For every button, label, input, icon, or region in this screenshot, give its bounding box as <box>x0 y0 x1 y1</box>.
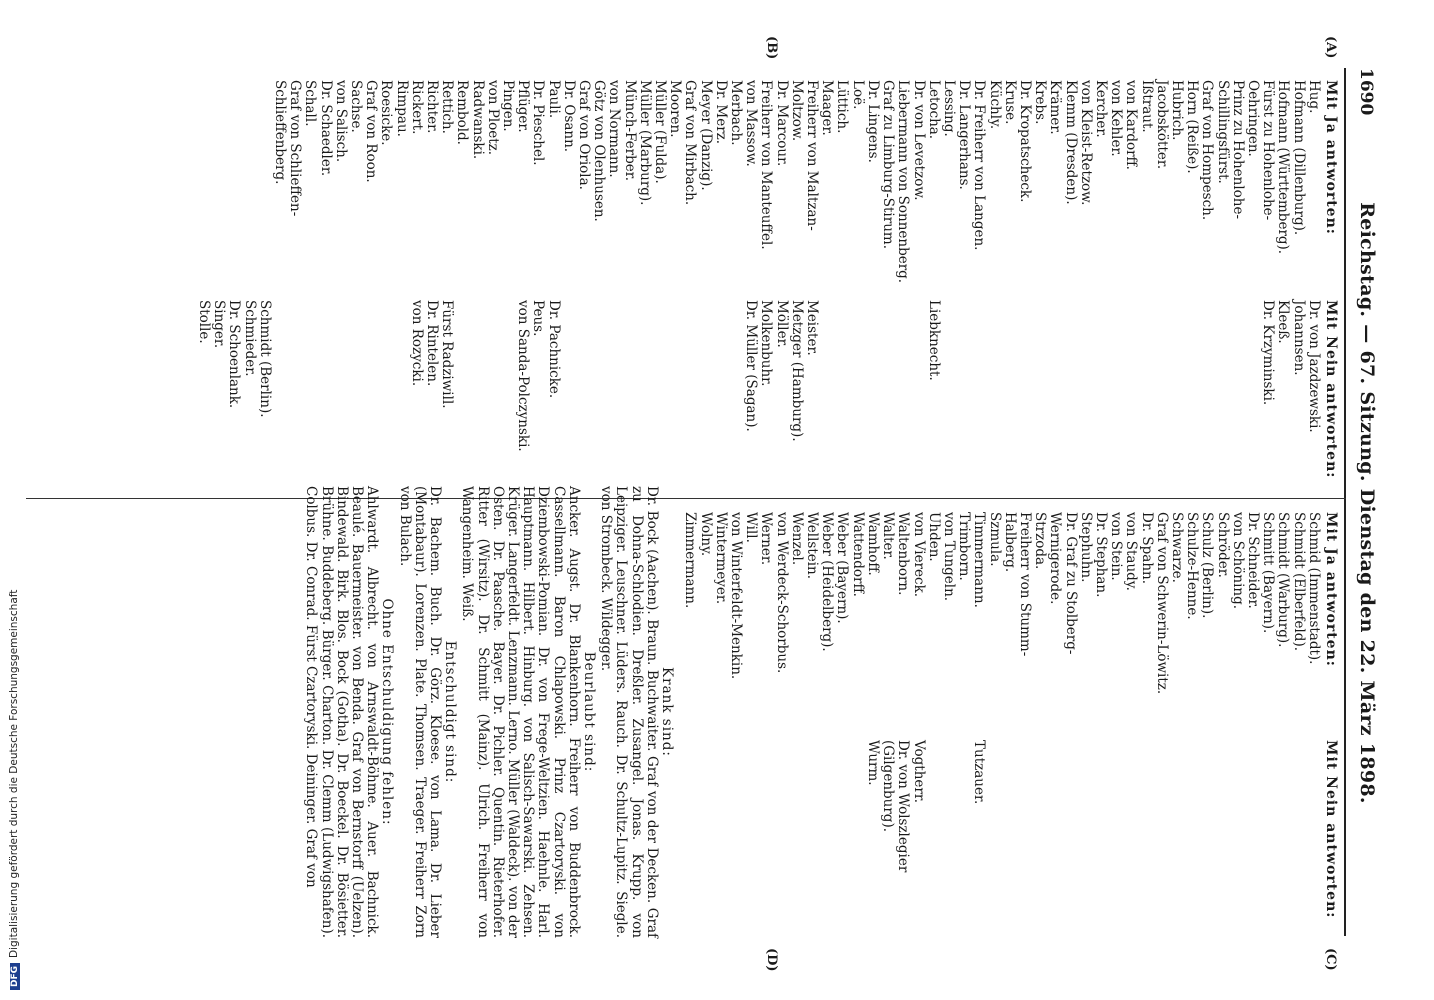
right-yes-name: Uhden. <box>925 512 942 562</box>
left-yes-name: Pflüger. <box>515 80 532 133</box>
left-yes-name: Graf von Oriola. <box>576 80 593 190</box>
left-no-name <box>1062 300 1077 490</box>
right-no-name <box>1290 740 1305 940</box>
left-yes-name: Dr. Pieschel. <box>530 80 547 166</box>
right-yes-name: Szmula. <box>986 512 1003 567</box>
left-no-name <box>1047 300 1062 490</box>
left-yes-name: Freiherr von Manteuffel. <box>758 80 775 250</box>
left-yes-name: Ißtraut. <box>1138 80 1155 133</box>
left-no-name: Dr. Pachnicke. <box>545 300 562 399</box>
left-no-name <box>393 300 408 490</box>
left-yes-name: Graf von Roon. <box>363 80 380 183</box>
left-yes-name: Merbach. <box>728 80 745 146</box>
right-yes-name: Wintermeyer. <box>712 512 729 605</box>
left-yes-name: Dr. Schaedler. <box>317 80 334 177</box>
right-yes-name: von Schöning. <box>1229 512 1246 610</box>
right-no-name: Wurm. <box>864 740 881 786</box>
right-yes-name: Schulz (Berlin). <box>1199 512 1216 619</box>
left-no-name <box>317 300 332 490</box>
left-yes-name: Moltzow. <box>788 80 805 142</box>
left-no-name <box>606 300 621 490</box>
right-no-name <box>1306 740 1321 940</box>
left-yes-name: von Kardorff. <box>1123 80 1140 170</box>
left-yes-name: Dr. Freiherr von Langen. <box>971 80 988 251</box>
right-no-name: Tutzauer. <box>971 740 988 805</box>
right-yes-name: Wernigerode. <box>1047 512 1064 605</box>
left-yes-name: Oehringen. <box>1244 80 1261 157</box>
left-no-name <box>378 300 393 490</box>
right-no-name <box>1108 740 1123 940</box>
left-yes-name: von Salisch. <box>332 80 349 163</box>
left-yes-name: Prinz zu Hohenlohe- <box>1229 80 1246 220</box>
right-no-name <box>1214 740 1229 940</box>
right-no-name <box>1078 740 1093 940</box>
right-no-name <box>986 740 1001 940</box>
left-no-name <box>500 300 515 490</box>
right-no-name <box>1169 740 1184 940</box>
right-no-list <box>865 740 1321 940</box>
right-yes-name: Schmitt (Bayern). <box>1260 512 1277 634</box>
right-yes-name: Schmidt (Warburg). <box>1275 512 1292 648</box>
right-no-name <box>1093 740 1108 940</box>
left-yes-name: Radwanski. <box>469 80 486 160</box>
left-no-name: Fürst Radziwill. <box>439 300 456 409</box>
right-no-name <box>1230 740 1245 940</box>
left-no-name <box>621 300 636 490</box>
right-no-name <box>1002 740 1017 940</box>
page-title: Reichstag. — 67. Sitzung. Dienstag den 22. März 1898. <box>1356 202 1378 804</box>
left-yes-name: Pauli. <box>545 80 562 119</box>
right-no-name: Dr. von Wolszlegier <box>895 740 912 873</box>
right-yes-name: von Staudy. <box>1123 512 1140 591</box>
left-yes-name: Müller (Marburg). <box>636 80 653 206</box>
right-no-name <box>1032 740 1047 940</box>
left-no-name <box>1169 300 1184 490</box>
left-no-name: Schmieder. <box>241 300 258 377</box>
left-yes-name: Horn (Reiße). <box>1184 80 1201 174</box>
left-yes-list <box>272 80 1321 290</box>
left-no-name: Dr. Krzyminski. <box>1260 300 1277 406</box>
left-no-name <box>363 300 378 490</box>
right-yes-name: Dr. Graf zu Stolberg- <box>1062 512 1079 655</box>
left-yes-name: Küchly. <box>986 80 1003 130</box>
right-yes-name: Weber (Heidelberg). <box>819 512 836 652</box>
left-no-list <box>196 300 1321 490</box>
right-yes-name: Halberg. <box>1001 512 1018 573</box>
left-no-name <box>1199 300 1214 490</box>
left-no-name <box>971 300 986 490</box>
left-yes-name: Rembold. <box>454 80 471 145</box>
left-yes-name: Graf von Mirbach. <box>682 80 699 206</box>
left-yes-name: Krebs. <box>1032 80 1049 125</box>
right-yes-name: Weber (Bayern). <box>834 512 851 624</box>
right-yes-name: Wolny. <box>697 512 714 557</box>
right-no-name: (Gilgenburg). <box>880 740 897 833</box>
left-no-name <box>1230 300 1245 490</box>
digitization-note-text: Digitalisierung gefördert durch die Deutsche Forschungsgemeinschaft <box>8 589 20 958</box>
leave-list: Ancker. Augst. Dr. Blankenhorn. Freiherr von Buddenbrock. Cassellmann. Baron Chlapowski. Prinz Czartoryski. von Dziembowski-Pomian. Dr. von Frege-Weltzien. Haehnle. Harl. Hauptmann. Hilbert. Hinburg. von Salisch-Sawarski. Zehsen. Krüger. Langerfeldt. Lenzmann. Lerno. Müller (Waldeck). von der Osten. Dr. Paasche. Bayer. Dr. Pichler. Quentin. Rieterhofer. Ritter (Wirsitz). Dr. Schmitt (Mainz). Ulrich. Freiherr von Wangenheim. Weiß. <box>459 486 582 938</box>
sick-heading: Krank sind: <box>659 667 675 757</box>
absent-list: Ahlwardt. Albrecht. von Arnswaldt-Böhme. Auer. Bachnick. Beaulé. Bauermeister. von Benda. Graf von Bernstorff (Uelzen). Bindewald. Birk. Blos. Bock (Gotha). Dr. Boeckel. Dr. Bösietter. Brühne. Buddeberg. Bürger. Charton. Dr. Clemm (Ludwigshafen). Colbus. Dr. Conrad. Fürst Czartoryski. Deininger. Graf von <box>303 486 381 938</box>
left-no-name: Metzger (Hamburg). <box>788 300 805 442</box>
right-yes-name: Trimborn. <box>956 512 973 581</box>
right-no-column <box>865 740 1338 940</box>
left-no-name <box>348 300 363 490</box>
left-no-name <box>682 300 697 490</box>
left-no-name <box>637 300 652 490</box>
left-no-name: Möller. <box>773 300 790 348</box>
right-yes-name: Strzoda. <box>1032 512 1049 570</box>
left-no-name <box>834 300 849 490</box>
right-yes-name: Timmermann. <box>971 512 988 608</box>
left-yes-name: Liebermann von Sonnenberg. <box>895 80 912 284</box>
left-no-name <box>591 300 606 490</box>
right-yes-name: von Viereck. <box>910 512 927 598</box>
left-yes-name: Rickert. <box>408 80 425 135</box>
right-yes-name: Wattendorff. <box>849 512 866 597</box>
left-no-name <box>1123 300 1138 490</box>
left-no-name: Peus. <box>530 300 547 337</box>
left-yes-name: Dr. von Levetzow. <box>910 80 927 201</box>
left-yes-name: Götz von Olenhusen. <box>591 80 608 222</box>
left-no-name <box>1245 300 1260 490</box>
left-no-name: Singer. <box>211 300 228 349</box>
left-no-name <box>454 300 469 490</box>
right-yes-name: Schröder. <box>1214 512 1231 578</box>
right-yes-name: Dr. Stephan. <box>1092 512 1109 598</box>
header-rule <box>1344 68 1346 936</box>
left-no-name <box>576 300 591 490</box>
left-yes-name: Meyer (Danzig). <box>697 80 714 191</box>
left-no-name <box>1154 300 1169 490</box>
right-yes-name: Graf von Schwerin-Löwitz. <box>1153 512 1170 695</box>
left-no-name: Meister. <box>804 300 821 356</box>
left-no-name <box>667 300 682 490</box>
right-yes-name: Schulze-Henne. <box>1184 512 1201 620</box>
left-no-name <box>1108 300 1123 490</box>
right-yes-name: Will. <box>743 512 760 543</box>
right-yes-name: Freiherr von Stumm- <box>1016 512 1033 657</box>
left-no-name: Molkenbuhr. <box>758 300 775 387</box>
right-no-name <box>941 740 956 940</box>
left-yes-name: Freiherr von Maltzan- <box>804 80 821 231</box>
right-yes-name: Dr. Schneider. <box>1244 512 1261 609</box>
right-no-heading: Mit Nein antworten: <box>1323 740 1339 919</box>
attendance-notes <box>301 486 674 938</box>
left-no-name <box>850 300 865 490</box>
left-yes-name: Fürst zu Hohenlohe- <box>1260 80 1277 221</box>
left-no-name: Dr. von Jazdzewski. <box>1305 300 1322 433</box>
left-yes-name: von Normann. <box>606 80 623 178</box>
right-no-name <box>1199 740 1214 940</box>
left-yes-name: Dr. Osann. <box>560 80 577 153</box>
left-yes-name: Dr. Merz. <box>712 80 729 145</box>
right-no-name <box>1184 740 1199 940</box>
left-no-name <box>469 300 484 490</box>
left-yes-name: Dr. Marcour. <box>773 80 790 167</box>
left-yes-name: von Kehler. <box>1108 80 1125 157</box>
left-yes-name: Dr. Langerhans. <box>956 80 973 190</box>
left-yes-name: Sachse. <box>348 80 364 133</box>
left-no-name <box>956 300 971 490</box>
right-no-name <box>1123 740 1138 940</box>
digitization-note <box>8 590 20 990</box>
right-no-name: Vogtherr. <box>910 740 927 804</box>
left-no-name <box>819 300 834 490</box>
column-marker-c: (C) <box>1323 948 1338 971</box>
left-no-name <box>1138 300 1153 490</box>
left-yes-name: Kruse. <box>1001 80 1018 125</box>
left-no-name <box>1214 300 1229 490</box>
right-no-name <box>1275 740 1290 940</box>
right-yes-name: Schmid (Immenstadt). <box>1305 512 1322 665</box>
left-no-name <box>865 300 880 490</box>
excused-list: Dr. Bachem. Buch. Dr. Görz. Kloese. von Lama. Dr. Lieber (Montabaur). Lorenzen. Plate. Thomsen. Traeger. Freiherr Zorn von Bulach. <box>396 486 443 938</box>
left-yes-name: Hofmann (Württemberg). <box>1275 80 1292 255</box>
left-yes-name: Rettich. <box>439 80 456 134</box>
right-yes-name: von Werdeck-Schorbus. <box>773 512 790 674</box>
page-number: 1690 <box>1356 68 1376 116</box>
left-no-name: Dr. Rintelen. <box>424 300 441 387</box>
left-yes-name: Klemm (Dresden). <box>1062 80 1079 205</box>
left-no-name <box>1078 300 1093 490</box>
left-no-name <box>910 300 925 490</box>
left-no-name <box>941 300 956 490</box>
column-marker-b: (B) <box>764 36 779 60</box>
right-yes-name: Stephuhn. <box>1077 512 1094 583</box>
right-no-name <box>1017 740 1032 940</box>
right-no-name <box>1138 740 1153 940</box>
left-no-name <box>728 300 743 490</box>
left-no-name <box>561 300 576 490</box>
left-yes-name: Hubrich. <box>1168 80 1185 141</box>
left-yes-name: Schall. <box>302 80 319 127</box>
left-yes-name: Graf von Schlieffen- <box>287 80 304 217</box>
right-yes-name: von Winterfeldt-Menkin. <box>728 512 745 680</box>
left-yes-name: Schlieffenberg. <box>271 80 288 185</box>
left-yes-name: Rimpau. <box>393 80 410 137</box>
left-yes-name: Graf zu Limburg-Stirum. <box>880 80 897 249</box>
left-no-name <box>302 300 317 490</box>
right-yes-name: Waltenborn. <box>895 512 912 596</box>
right-no-name <box>1062 740 1077 940</box>
right-no-name <box>1245 740 1260 940</box>
left-yes-name: von Kleist-Retzow. <box>1077 80 1094 206</box>
left-yes-name: Loë. <box>849 80 866 110</box>
right-yes-name: von Stein. <box>1108 512 1125 581</box>
right-no-name <box>1154 740 1169 940</box>
left-yes-name: Kercher. <box>1092 80 1109 138</box>
left-no-name <box>986 300 1001 490</box>
column-marker-d: (D) <box>764 948 779 972</box>
left-no-name <box>1032 300 1047 490</box>
left-yes-name: Jacobskötter. <box>1153 80 1170 170</box>
left-yes-name: Münch-Ferber. <box>621 80 638 181</box>
right-yes-list <box>682 512 1321 737</box>
left-no-name <box>1093 300 1108 490</box>
right-no-name <box>1260 740 1275 940</box>
left-no-name: Schmidt (Berlin). <box>256 300 273 418</box>
left-yes-name: Krämer. <box>1047 80 1064 135</box>
right-no-name <box>926 740 941 940</box>
left-no-name <box>272 300 287 490</box>
left-no-name: Johannsen. <box>1290 300 1307 376</box>
left-yes-name: Dr. Lingens. <box>864 80 881 163</box>
left-no-name <box>880 300 895 490</box>
left-yes-heading: Mit Ja antworten: <box>1323 80 1339 235</box>
left-yes-name: Hug. <box>1305 80 1322 114</box>
left-yes-name: Hofmann (Dillenburg). <box>1290 80 1307 236</box>
dfg-logo: DFG <box>10 963 20 990</box>
left-yes-name: Lüttich. <box>834 80 851 134</box>
left-no-name <box>1017 300 1032 490</box>
right-yes-name: Werner. <box>758 512 775 566</box>
left-no-name: Liebknecht. <box>925 300 942 381</box>
right-yes-name: Wenzel. <box>788 512 805 566</box>
left-no-name: von Sanda-Polczynski. <box>515 300 532 452</box>
left-yes-name: Schillingsfürst. <box>1214 80 1231 184</box>
left-no-name <box>1184 300 1199 490</box>
excused-heading: Entschuldigt sind: <box>442 640 459 784</box>
right-yes-name: Schwarze. <box>1168 512 1185 583</box>
right-yes-heading: Mit Ja antworten: <box>1323 512 1339 667</box>
right-yes-name: Wellstein. <box>804 512 821 580</box>
left-no-name <box>713 300 728 490</box>
left-no-name <box>895 300 910 490</box>
right-yes-name: Wamhoff. <box>864 512 881 576</box>
left-no-name: Dr. Müller (Sagan). <box>743 300 760 432</box>
right-yes-name: Schmidt (Elberfeld). <box>1290 512 1307 652</box>
left-no-name: Stolle. <box>195 300 212 344</box>
left-no-heading: Mit Nein antworten: <box>1323 300 1339 479</box>
leave-heading: Beurlaubt sind: <box>580 651 597 773</box>
sick-list: Dr. Bock (Aachen). Braun. Buchwaiter. Graf von der Decken. Graf zu Dohna-Schlodien. Dreßler. Zusangel. Jonas. Krupp. von Leipziger. Leuschner. Lüders. Rauch. Dr. Schultz-Lupitz. Siegle. von Strombeck. Wildegger. <box>598 486 660 938</box>
left-no-name <box>697 300 712 490</box>
left-no-name <box>1002 300 1017 490</box>
right-no-name <box>956 740 971 940</box>
digitization-sidebar <box>0 0 34 1000</box>
left-yes-name: Roesicke. <box>378 80 395 146</box>
left-yes-name: Dr. Kropatscheck. <box>1016 80 1033 203</box>
column-marker-a: (A) <box>1323 36 1338 59</box>
right-yes-name: Dr. Spahn. <box>1138 512 1155 584</box>
left-yes-name: Mooren. <box>667 80 684 138</box>
page-header <box>1346 68 1382 938</box>
left-no-name: von Rozycki. <box>408 300 425 387</box>
left-no-name <box>652 300 667 490</box>
left-yes-name: Letocha. <box>925 80 942 140</box>
right-yes-name: Zimmermann. <box>682 512 699 609</box>
left-no-name <box>333 300 348 490</box>
right-no-name <box>1047 740 1062 940</box>
left-yes-name: Graf von Hompesch. <box>1199 80 1216 221</box>
left-yes-name: von Ploetz. <box>484 80 501 156</box>
left-yes-name: Richter. <box>424 80 441 134</box>
left-yes-name: Pingen. <box>500 80 517 132</box>
left-no-name: Kleeß. <box>1275 300 1292 344</box>
left-yes-column <box>272 80 1338 290</box>
left-no-name: Dr. Schoenlank. <box>226 300 243 409</box>
left-yes-name: Müller (Fulda). <box>652 80 669 184</box>
absent-heading: Ohne Entschuldigung fehlen: <box>379 598 396 826</box>
right-yes-name: Walter. <box>880 512 897 560</box>
left-yes-name: Maager. <box>819 80 836 136</box>
left-no-column <box>196 300 1338 490</box>
left-yes-name: Lessing. <box>940 80 957 137</box>
left-no-name <box>287 300 302 490</box>
column-divider <box>26 498 1346 499</box>
right-yes-name: von Tungeln. <box>940 512 957 602</box>
left-yes-name: von Massow. <box>743 80 760 167</box>
right-yes-column <box>682 512 1338 737</box>
left-no-name <box>485 300 500 490</box>
